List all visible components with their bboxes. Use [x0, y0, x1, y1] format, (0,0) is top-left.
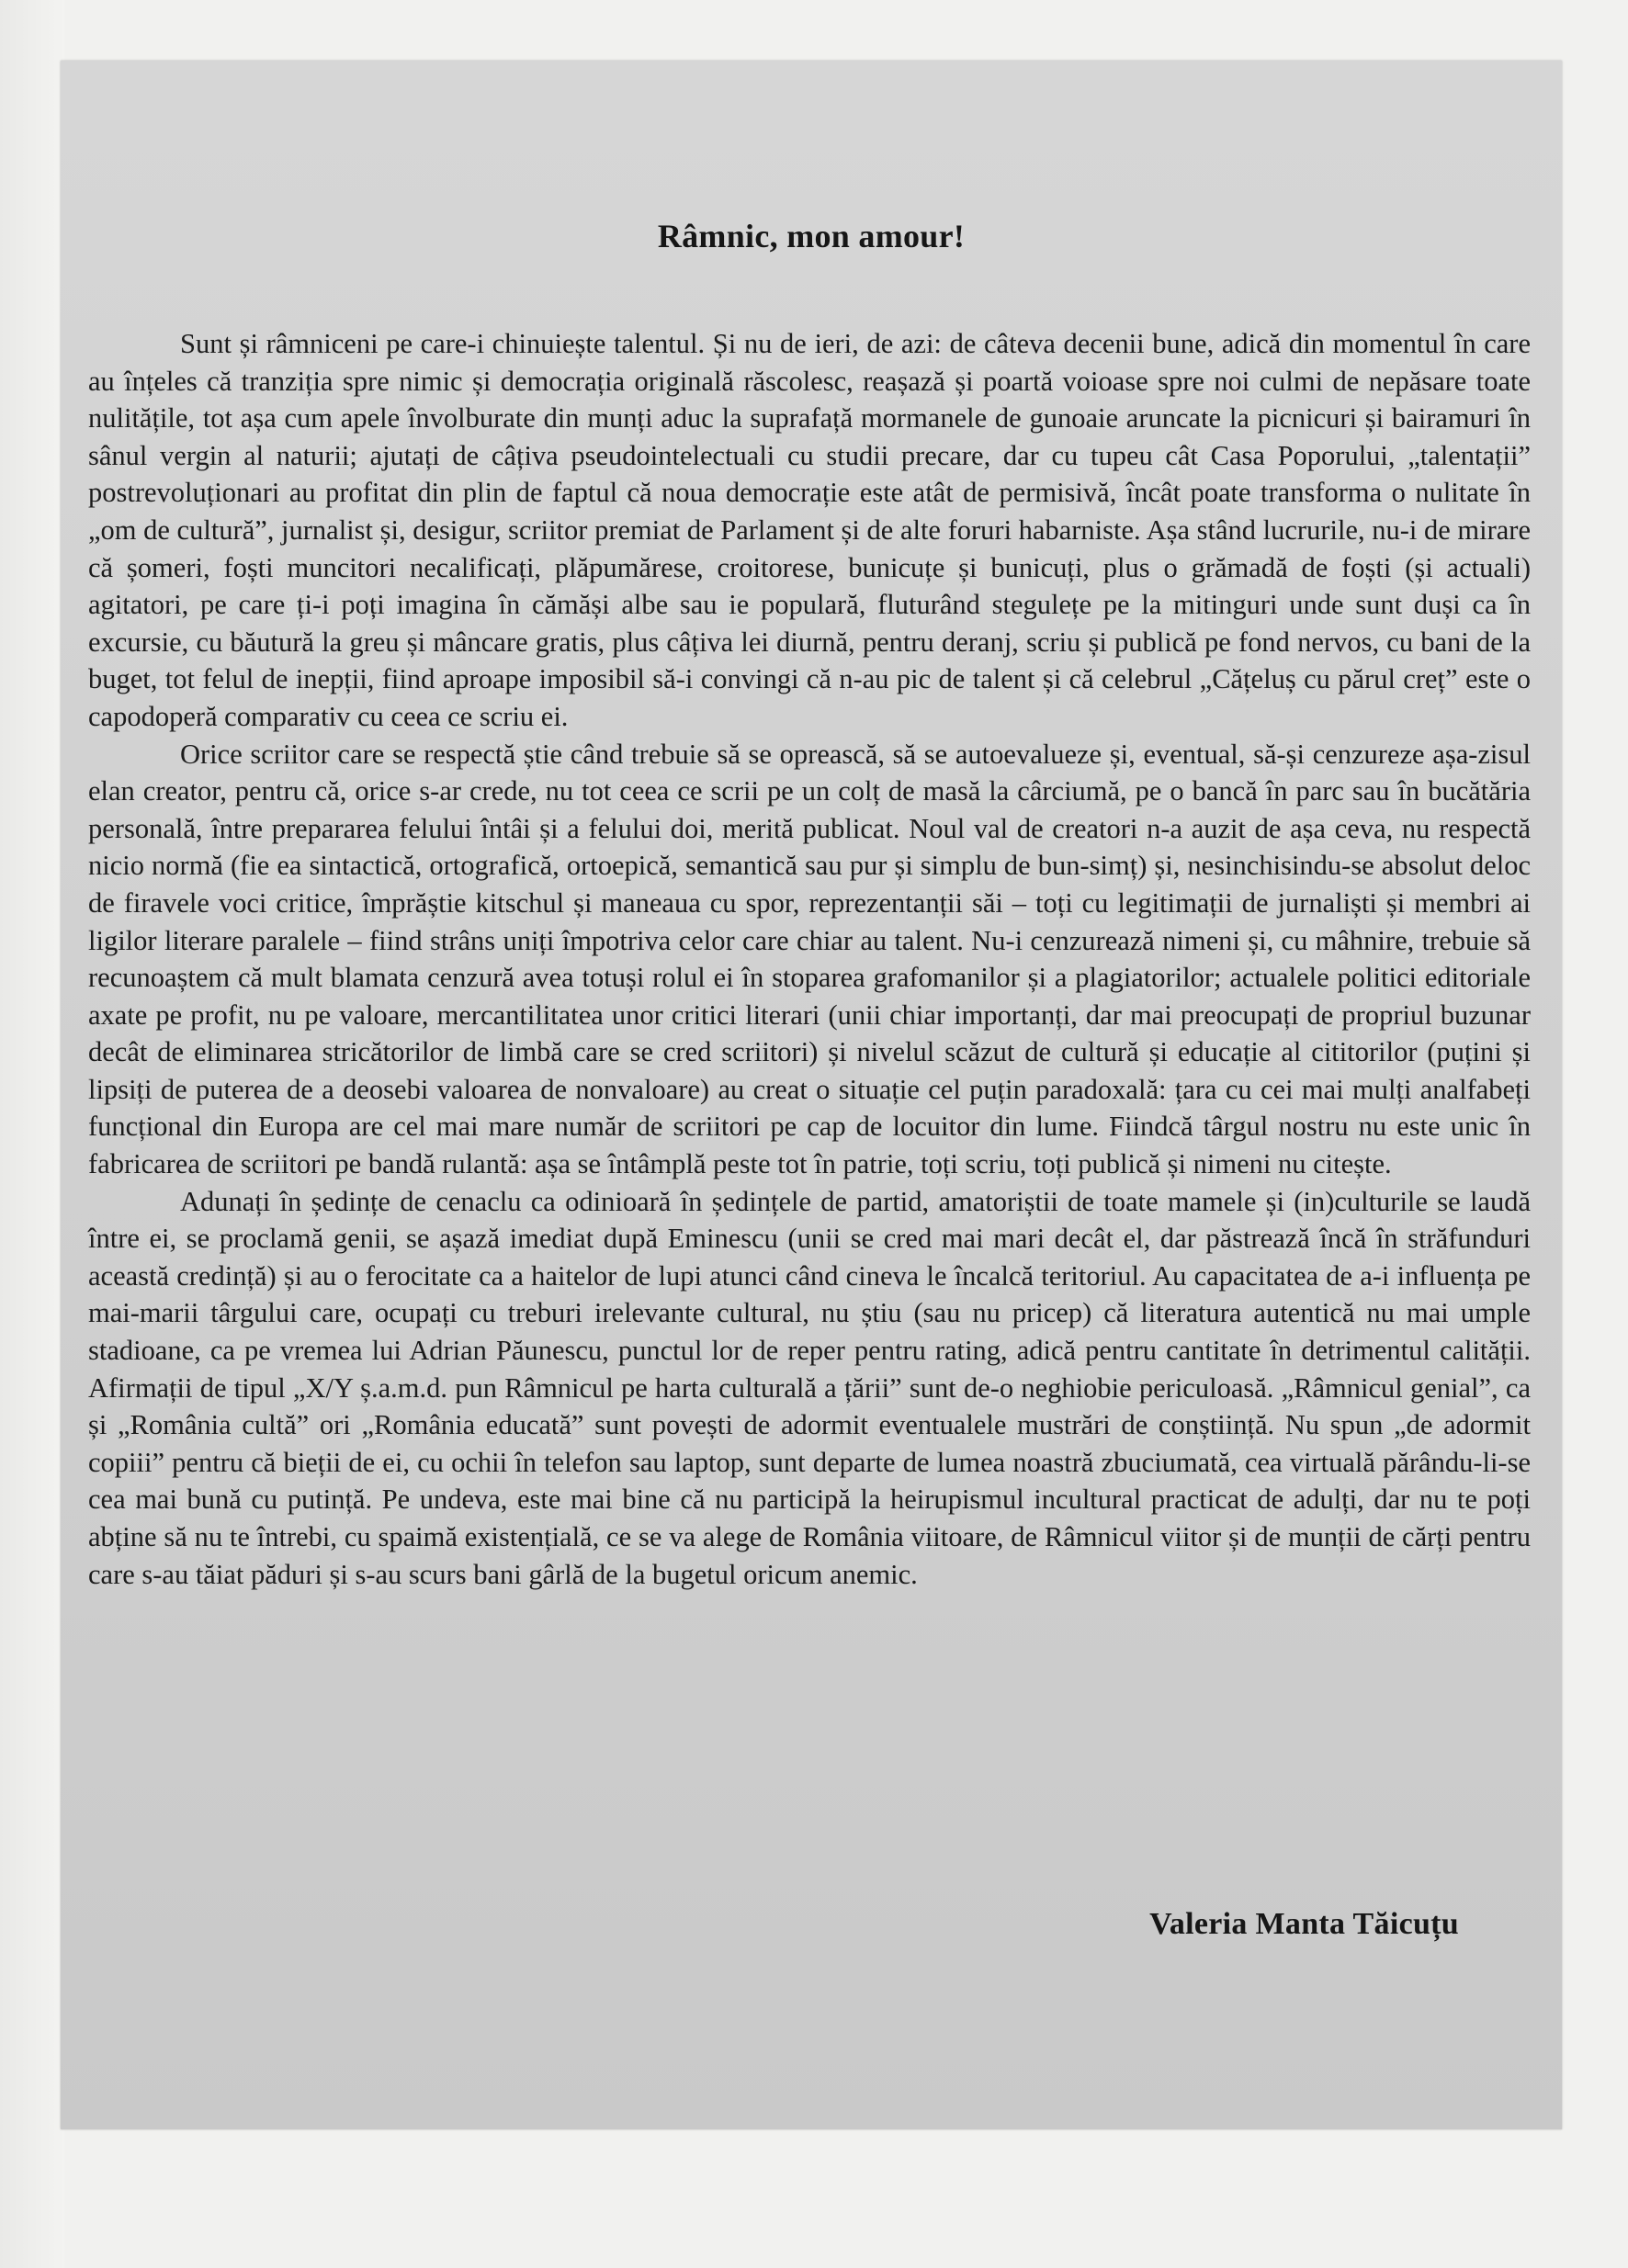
author-signature: Valeria Manta Tăicuțu — [1149, 1907, 1459, 1941]
article-title: Râmnic, mon amour! — [657, 218, 966, 254]
article-body — [88, 325, 1531, 1593]
article-panel — [61, 61, 1562, 2129]
paragraph-3: Adunați în ședințe de cenaclu ca odinioară în ședințele de partid, amatoriștii de toate mamele și (in)culturile se laudă între ei, se proclamă genii, se așază imediat după Eminescu (unii se cred mai mari decât el, dar păstrează încă în străfunduri această credință) și au o ferocitate ca a haitelor de lupi atunci când cineva le încalcă teritoriul. Au capacitatea de a-i influența pe mai-marii târgului care, ocupați cu treburi irelevante cultural, nu știu (sau nu pricep) că literatura autentică nu mai umple stadioane, ca pe vremea lui Adrian Păunescu, punctul lor de reper pentru rating, adică pentru cantitate în detrimentul calității. Afirmații de tipul „X/Y ș.a.m.d. pun Râmnicul pe harta culturală a țării” sunt de-o neghiobie periculoasă. „Râmnicul genial”, ca și „România cultă” ori „România educată” sunt povești de adormit eventualele mustrări de conștiință. Nu spun „de adormit copiii” pentru că bieții de ei, cu ochii în telefon sau laptop, sunt departe de lumea noastră zbuciumată, cea virtuală părându-li-se cea mai bună cu putință. Pe undeva, este mai bine că nu participă la heirupismul incultural practicat de adulți, dar nu te poți abține să nu te întrebi, cu spaimă existențială, ce se va alege de România viitoare, de Râmnicul viitor și de munții de cărți pentru care s-au tăiat păduri și s-au scurs bani gârlă de la bugetul oricum anemic. — [88, 1185, 1531, 1590]
paragraph-2: Orice scriitor care se respectă știe când trebuie să se oprească, să se autoevalueze și, eventual, să-și cenzureze așa-zisul elan creator, pentru că, orice s-ar crede, nu tot ceea ce scrii pe un colț de masă la cârciumă, pe o bancă în parc sau în bucătăria personală, între prepararea felului întâi și a felului doi, merită publicat. Noul val de creatori n-a auzit de așa ceva, nu respectă nicio normă (fie ea sintactică, ortografică, ortoepică, semantică sau pur și simplu de bun-simț) și, nesinchisindu-se absolut deloc de firavele voci critice, împrăștie kitschul și maneaua cu spor, reprezentanții săi – toți cu legitimații de jurnaliști și membri ai ligilor literare paralele – fiind strâns uniți împotriva celor care chiar au talent. Nu-i cenzurează nimeni și, cu mâhnire, trebuie să recunoaștem că mult blamata cenzură avea totuși rolul ei în stoparea grafomanilor și a plagiatorilor; actualele politici editoriale axate pe profit, nu pe valoare, mercantilitatea unor critici literari (unii chiar importanți, dar mai preocupați de propriul buzunar decât de eliminarea stricătorilor de limbă care se cred scriitori) și nivelul scăzut de cultură și educație al cititorilor (puțini și lipsiți de puterea de a deosebi valoarea de nonvaloare) au creat o situație cel puțin paradoxală: țara cu cei mai mulți analfabeți funcțional din Europa are cel mai mare număr de scriitori pe cap de locuitor din lume. Fiindcă târgul nostru nu este unic în fabricarea de scriitori pe bandă rulantă: așa se întâmplă peste tot în patrie, toți scriu, toți publică și nimeni nu citește. — [88, 738, 1531, 1180]
page-edge — [0, 0, 64, 2268]
paragraph-1: Sunt și râmniceni pe care-i chinuiește talentul. Și nu de ieri, de azi: de câteva decenii bune, adică din momentul în care au înțeles că tranziția spre nimic și democrația originală răscolesc, reașază și poartă voioase spre noi culmi de nepăsare toate nulitățile, tot așa cum apele învolburate din munți aduc la suprafață mormanele de gunoaie aruncate la picnicuri și bairamuri în sânul vergin al naturii; ajutați de câțiva pseudointelectuali cu studii precare, dar cu tupeu cât Casa Poporului, „talentații” postrevoluționari au profitat din plin de faptul că noua democrație este atât de permisivă, încât poate transforma o nulitate în „om de cultură”, jurnalist și, desigur, scriitor premiat de Parlament și de alte foruri habarniste. Așa stând lucrurile, nu-i de mirare că șomeri, foști muncitori necalificați, plăpumărese, croitorese, bunicuțe și bunicuți, plus o grămadă de foști (și actuali) agitatori, pe care ți-i poți imagina în cămăși albe sau ie populară, fluturând stegulețe pe la mitinguri unde sunt duși ca în excursie, cu băutură la greu și mâncare gratis, plus câțiva lei diurnă, pentru deranj, scriu și publică pe fond nervos, cu bani de la buget, tot felul de inepții, fiind aproape imposibil să-i convingi că n-au pic de talent și că celebrul „Cățeluș cu părul creț” este o capodoperă comparativ cu ceea ce scriu ei. — [88, 328, 1531, 732]
